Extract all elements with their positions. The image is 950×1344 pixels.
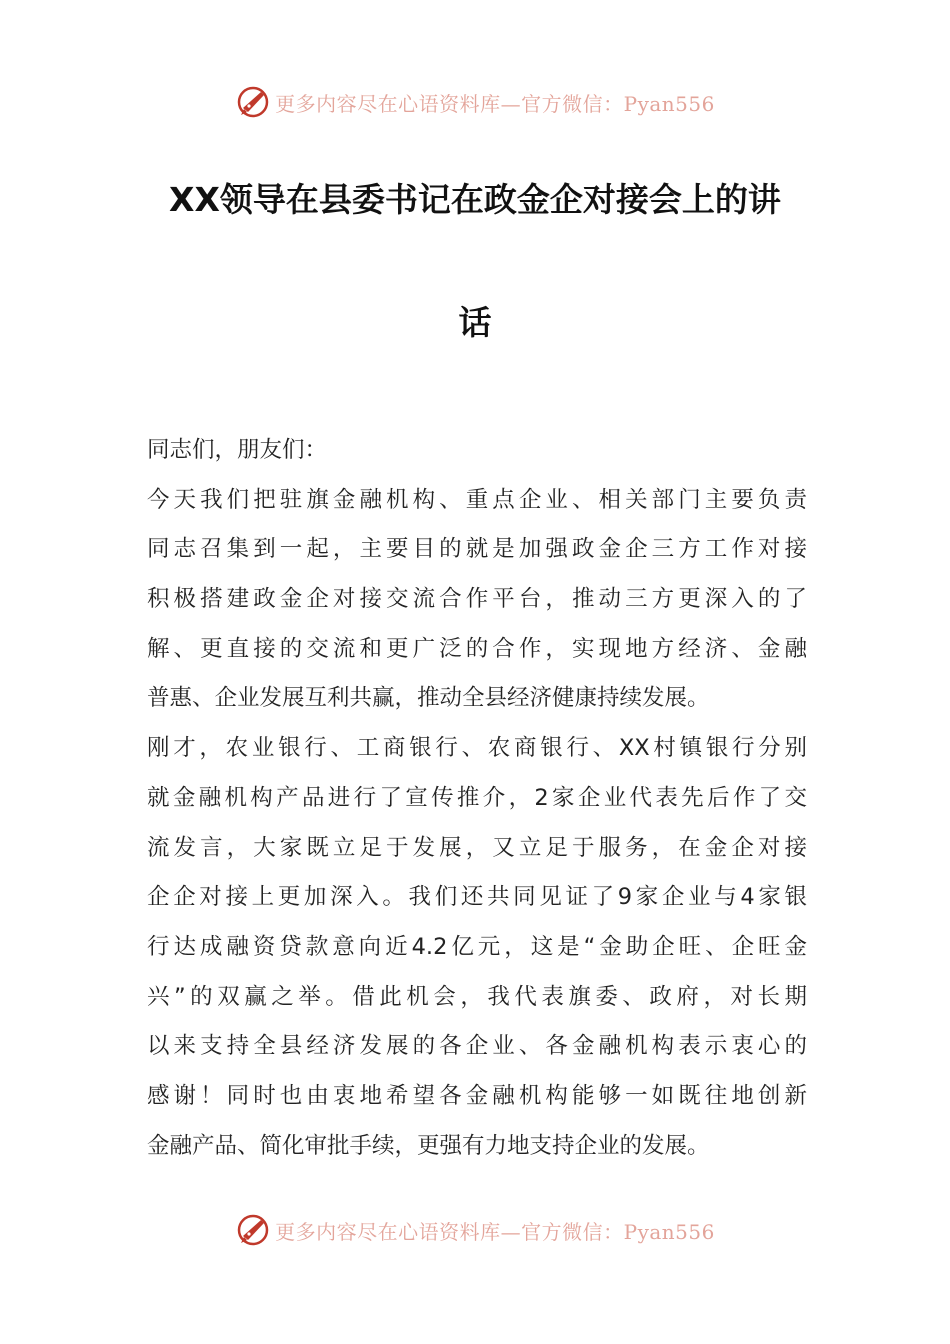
body-line: 以来支持全县经济发展的各企业、各金融机构表示衷心的 xyxy=(147,1033,807,1060)
document-title-continued: 话 xyxy=(458,303,492,342)
body-line: 感谢！同时也由衷地希望各金融机构能够一如既往地创新 xyxy=(147,1082,807,1109)
header-banner xyxy=(0,80,950,124)
salutation-line: 同志们，朋友们： xyxy=(147,437,328,463)
body-line: 金融产品、简化审批手续，更强有力地支持企业的发展。 xyxy=(147,1132,710,1159)
speech-body xyxy=(147,426,807,1171)
banner-text: 更多内容尽在心语资料库—官方微信：Pyan556 xyxy=(275,1219,715,1244)
body-line: 解、更直接的交流和更广泛的合作，实现地方经济、金融 xyxy=(147,635,807,662)
body-line: 积极搭建政金企对接交流合作平台，推动三方更深入的了 xyxy=(147,586,807,613)
body-line: 企企对接上更加深入。我们还共同见证了9家企业与4家银 xyxy=(147,884,807,911)
body-line: 今天我们把驻旗金融机构、重点企业、相关部门主要负责 xyxy=(147,486,807,513)
body-line: 行达成融资贷款意向近4.2亿元，这是“金助企旺、企旺金 xyxy=(147,933,807,960)
footer-banner xyxy=(0,1208,950,1252)
body-line: 兴”的双赢之举。借此机会，我代表旗委、政府，对长期 xyxy=(147,983,807,1010)
pen-nib-logo-icon xyxy=(235,84,271,120)
body-line: 就金融机构产品进行了宣传推介，2家企业代表先后作了交 xyxy=(147,784,807,811)
body-line: 刚才，农业银行、工商银行、农商银行、XX村镇银行分别 xyxy=(147,735,807,762)
body-line: 普惠、企业发展互利共赢，推动全县经济健康持续发展。 xyxy=(147,685,710,712)
pen-nib-logo-icon xyxy=(235,1212,271,1248)
body-line: 流发言，大家既立足于发展，又立足于服务，在金企对接 xyxy=(147,834,807,861)
banner-text: 更多内容尽在心语资料库—官方微信：Pyan556 xyxy=(275,91,715,116)
body-line: 同志召集到一起，主要目的就是加强政金企三方工作对接 xyxy=(147,536,807,563)
document-title: XX领导在县委书记在政金企对接会上的讲 xyxy=(169,180,781,219)
